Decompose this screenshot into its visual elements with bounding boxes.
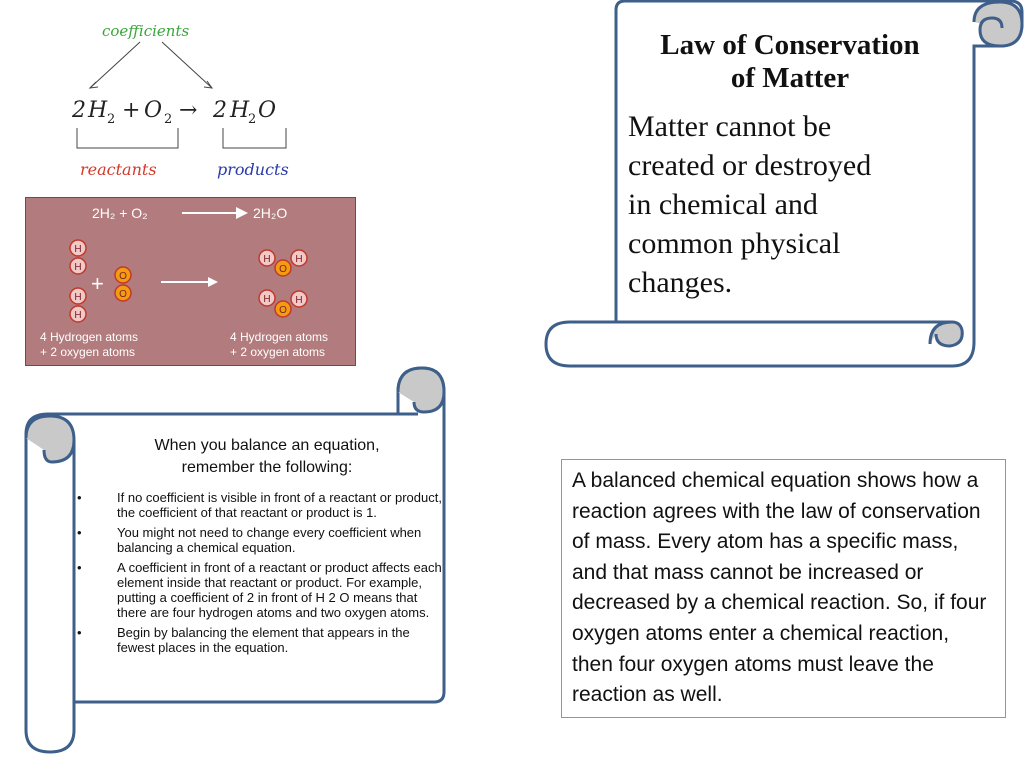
svg-text:H: H <box>230 98 250 123</box>
law-body <box>628 107 958 302</box>
svg-text:H: H <box>263 294 271 305</box>
molecule-plus: + <box>91 271 104 296</box>
svg-text:2: 2 <box>164 112 173 127</box>
right-caption-line2: + 2 oxygen atoms <box>230 345 326 359</box>
law-body-line: in chemical and <box>628 188 818 221</box>
bullet: • <box>77 525 82 540</box>
tips-heading-line2: remember the following: <box>181 459 353 476</box>
svg-text:+: + <box>122 98 141 123</box>
right-caption-line1: 4 Hydrogen atoms <box>230 330 329 344</box>
svg-text:2: 2 <box>72 98 86 123</box>
list-item <box>74 625 450 655</box>
svg-text:O: O <box>119 289 127 300</box>
tips-list <box>74 490 450 660</box>
water-molecule-2 <box>259 290 307 317</box>
law-title-line2: of Matter <box>730 62 850 94</box>
left-caption-line1: 4 Hydrogen atoms <box>40 330 139 344</box>
tips-heading <box>82 435 452 479</box>
law-scroll <box>540 0 1024 372</box>
svg-text:→: → <box>179 98 198 123</box>
info-text: A balanced chemical equation shows how a reaction agrees with the law of conservation of mass. Every atom has a specific mass, and that mass cannot be increased or decreased by a chemical reaction. So, if four oxygen atoms enter a chemical reaction, then four oxygen atoms must leave the reaction as well. <box>572 469 987 707</box>
water-molecule-1 <box>259 250 307 276</box>
molecule-equation: 2H₂ + O₂ <box>92 205 148 221</box>
molecule-svg <box>26 198 357 367</box>
reactants-label: reactants <box>80 160 157 179</box>
brackets <box>77 128 286 148</box>
law-title-line1: Law of Conservation <box>660 29 920 61</box>
hydrogen-atoms-left <box>70 240 86 322</box>
law-body-line: Matter cannot be <box>628 110 832 143</box>
svg-text:H: H <box>74 262 82 273</box>
bullet: • <box>77 560 82 575</box>
svg-text:2: 2 <box>213 98 227 123</box>
law-body-line: common physical <box>628 227 841 260</box>
svg-text:H: H <box>295 254 303 265</box>
svg-text:O: O <box>119 271 127 282</box>
molecule-illustration <box>25 197 356 366</box>
list-item <box>74 525 450 555</box>
left-caption-line2: + 2 oxygen atoms <box>40 345 136 359</box>
coefficient-arrows <box>90 42 212 88</box>
svg-text:O: O <box>258 98 277 123</box>
molecule-product: 2H₂O <box>253 205 288 221</box>
oxygen-atoms-left <box>115 267 131 301</box>
tips-heading-line1: When you balance an equation, <box>154 437 380 454</box>
svg-text:2: 2 <box>248 112 257 127</box>
svg-text:2: 2 <box>107 112 116 127</box>
reaction-arrow <box>182 207 248 219</box>
bullet: • <box>77 490 82 505</box>
svg-text:H: H <box>74 310 82 321</box>
list-item <box>74 490 450 520</box>
list-item <box>74 560 450 620</box>
info-text-box <box>561 459 1006 718</box>
coefficients-label: coefficients <box>102 22 190 40</box>
svg-text:O: O <box>279 305 287 316</box>
tip-text: If no coefficient is visible in front of a reactant or product, the coefficient of that reactant or product is 1. <box>117 490 442 520</box>
law-body-line: changes. <box>628 266 733 299</box>
tip-text: You might not need to change every coefficient when balancing a chemical equation. <box>117 525 422 555</box>
bullet: • <box>77 625 82 640</box>
svg-text:H: H <box>74 244 82 255</box>
svg-text:O: O <box>144 98 163 123</box>
middle-arrow <box>161 277 218 287</box>
tips-scroll <box>22 362 450 754</box>
tip-text: Begin by balancing the element that appears in the fewest places in the equation. <box>117 625 410 655</box>
chemical-equation <box>71 98 276 127</box>
equation-diagram <box>60 20 310 190</box>
tip-text: A coefficient in front of a reactant or product affects each element inside that reactant or product. For example, putting a coefficient of 2 in front of H 2 O means that there are four hydrogen atoms and two oxygen atoms. <box>117 560 442 620</box>
svg-text:H: H <box>74 292 82 303</box>
law-body-line: created or destroyed <box>628 149 872 182</box>
svg-text:H: H <box>88 98 108 123</box>
svg-text:H: H <box>263 254 271 265</box>
products-label: products <box>217 160 289 179</box>
svg-text:O: O <box>279 264 287 275</box>
svg-text:H: H <box>295 295 303 306</box>
law-title <box>620 29 960 95</box>
